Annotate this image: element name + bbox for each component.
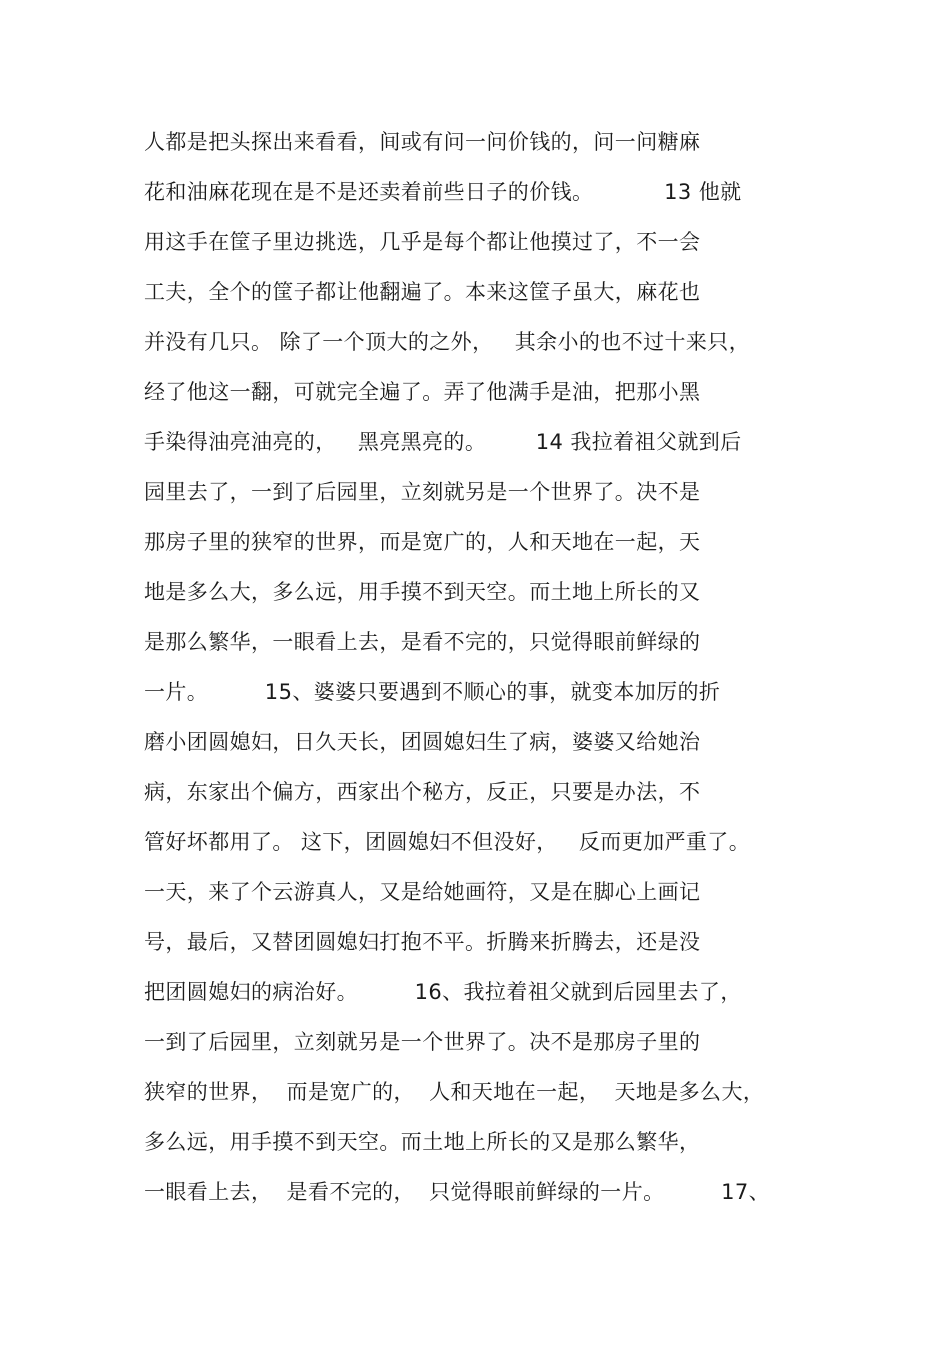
- text-line-8: 园里去了，一到了后园里，立刻就另是一个世界了。决不是: [144, 480, 701, 504]
- text-line-4: 工夫，全个的筐子都让他翻遍了。本来这筐子虽大，麻花也: [144, 280, 701, 304]
- text-line-5: 并没有几只。 除了一个顶大的之外， 其余小的也不过十来只，: [144, 330, 751, 354]
- text-line-14: 病，东家出个偏方，西家出个秘方，反正，只要是办法，不: [144, 780, 701, 804]
- text-line-22: 一眼看上去， 是看不完的， 只觉得眼前鲜绿的一片。 17、: [144, 1180, 771, 1204]
- text-line-11: 是那么繁华，一眼看上去，是看不完的，只觉得眼前鲜绿的: [144, 630, 701, 654]
- text-line-19: 一到了后园里，立刻就另是一个世界了。决不是那房子里的: [144, 1030, 701, 1054]
- text-line-7: 手染得油亮油亮的， 黑亮黑亮的。 14 我拉着祖父就到后: [144, 430, 742, 454]
- text-line-3: 用这手在筐子里边挑选，几乎是每个都让他摸过了，不一会: [144, 230, 701, 254]
- text-line-13: 磨小团圆媳妇，日久天长，团圆媳妇生了病，婆婆又给她治: [144, 730, 701, 754]
- text-line-21: 多么远，用手摸不到天空。而土地上所长的又是那么繁华，: [144, 1130, 701, 1154]
- text-line-2: 花和油麻花现在是不是还卖着前些日子的价钱。 13 他就: [144, 180, 742, 204]
- text-line-9: 那房子里的狭窄的世界，而是宽广的，人和天地在一起，天: [144, 530, 701, 554]
- text-line-6: 经了他这一翻，可就完全遍了。弄了他满手是油，把那小黑: [144, 380, 701, 404]
- text-line-18: 把团圆媳妇的病治好。 16、我拉着祖父就到后园里去了，: [144, 980, 742, 1004]
- text-line-20: 狭窄的世界， 而是宽广的， 人和天地在一起， 天地是多么大，: [144, 1080, 765, 1104]
- text-line-12: 一片。 15、婆婆只要遇到不顺心的事，就变本加厉的折: [144, 680, 721, 704]
- body-text: [144, 120, 834, 1220]
- text-line-15: 管好坏都用了。 这下，团圆媳妇不但没好， 反而更加严重了。: [144, 830, 751, 854]
- text-line-16: 一天，来了个云游真人，又是给她画符，又是在脚心上画记: [144, 880, 701, 904]
- text-line-10: 地是多么大，多么远，用手摸不到天空。而土地上所长的又: [144, 580, 701, 604]
- text-line-1: 人都是把头探出来看看，间或有问一问价钱的，问一问糖麻: [144, 130, 701, 154]
- text-line-17: 号，最后，又替团圆媳妇打抱不平。折腾来折腾去，还是没: [144, 930, 701, 954]
